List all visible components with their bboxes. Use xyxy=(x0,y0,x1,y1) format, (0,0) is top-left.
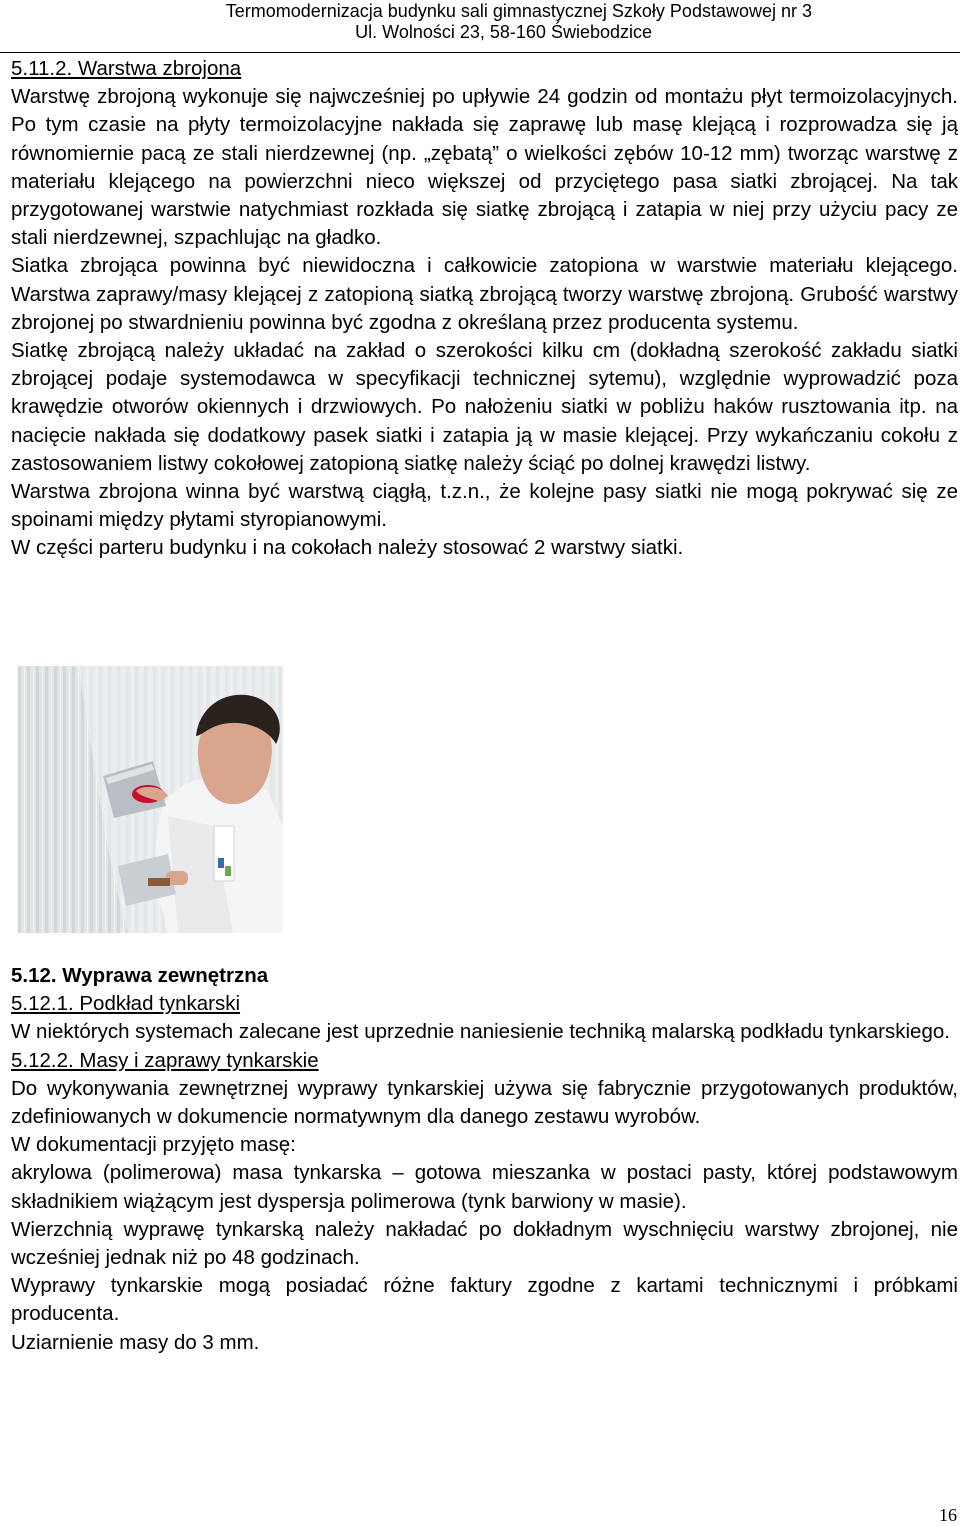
header-title: Termomodernizacja budynku sali gimnastycznej Szkoły Podstawowej nr 3 xyxy=(225,1,812,21)
page-header xyxy=(0,0,960,53)
header-address: Ul. Wolności 23, 58-160 Świebodzice xyxy=(355,22,652,42)
page-number: 16 xyxy=(939,1505,957,1525)
paragraph: Wierzchnią wyprawę tynkarską należy nakładać po dokładnym wyschnięciu warstwy zbrojonej, nie wcześniej jednak niż po 48 godzinach. xyxy=(11,1217,958,1270)
section-heading: 5.12. Wyprawa zewnętrzna xyxy=(11,964,269,987)
paragraph: Warstwę zbrojoną wykonuje się najwcześniej po upływie 24 godzin od montażu płyt termoizolacyjnych. Po tym czasie na płyty termoizolacyjne nakłada się zaprawę lub masę klejącą i rozprowadza się ją równomiernie pacą ze stali nierdzewnej (np. „zębatą” o wielkości zębów 10-12 mm) tworząc warstwę z materiału klejącego na powierzchni nieco większej od przyciętego pasa siatki zbrojącej. Na tak przygotowanej warstwie natychmiast rozkłada się siatkę zbrojącą i zatapia w niej przy użyciu pacy ze stali nierdzewnej, szpachlując na gładko. xyxy=(11,85,958,250)
paragraph: Siatka zbrojąca powinna być niewidoczna i całkowicie zatopiona w warstwie materiału klejącego. Warstwa zaprawy/masy klejącej z zatopioną siatką zbrojącą tworzy warstwę zbrojoną. Grubość warstwy zbrojonej po stwardnieniu powinna być zgodna z określaną przez producenta systemu. xyxy=(11,254,958,334)
subsection-heading: 5.12.2. Masy i zaprawy tynkarskie xyxy=(11,1048,319,1072)
paragraph: Uziarnienie masy do 3 mm. xyxy=(11,1330,260,1354)
subsection-heading: 5.12.1. Podkład tynkarski xyxy=(11,992,241,1016)
section-wyprawa-zewnetrzna xyxy=(11,962,958,1357)
paragraph: Do wykonywania zewnętrznej wyprawy tynkarskiej używa się fabrycznie przygotowanych produktów, zdefiniowanych w dokumencie normatywnym dla danego zestawu wyrobów. xyxy=(11,1076,958,1129)
paragraph: akrylowa (polimerowa) masa tynkarska – gotowa mieszanka w postaci pasty, której podstawowym składnikiem wiążącym jest dyspersja polimerowa (tynk barwiony w masie). xyxy=(11,1161,958,1213)
paragraph: Wyprawy tynkarskie mogą posiadać różne faktury zgodne z kartami technicznymi i próbkami producenta. xyxy=(11,1274,958,1326)
paragraph: Siatkę zbrojącą należy układać na zakład o szerokości kilku cm (dokładną szerokość zakładu siatki zbrojącej podaje systemodawca w specyfikacji technicznej sytemu), względnie wyprowadzić poza krawędzie otworów okiennych i drzwiowych. Po nałożeniu siatki w pobliżu haków rusztowania itp. na nacięcie nakłada się dodatkowy pasek siatki i zatapia ją w masie klejącej. Przy wykańczaniu cokołu z zastosowaniem listwy cokołowej zatopioną siatkę należy ściąć po dolnej krawędzi listwy. xyxy=(11,339,958,475)
paragraph: Warstwa zbrojona winna być warstwą ciągłą, t.z.n., że kolejne pasy siatki nie mogą pokrywać się ze spoinami między płytami styropianowymi. xyxy=(11,480,958,532)
section-heading: 5.11.2. Warstwa zbrojona xyxy=(11,57,242,80)
paragraph: W części parteru budynku i na cokołach należy stosować 2 warstwy siatki. xyxy=(11,536,684,560)
worker-applying-mesh-photo xyxy=(18,666,283,933)
paragraph: W niektórych systemach zalecane jest uprzednie naniesienie techniką malarską podkładu tynkarskiego. xyxy=(11,1020,950,1044)
section-warstwa-zbrojona xyxy=(11,55,958,563)
paragraph: W dokumentacji przyjęto masę: xyxy=(11,1133,296,1157)
